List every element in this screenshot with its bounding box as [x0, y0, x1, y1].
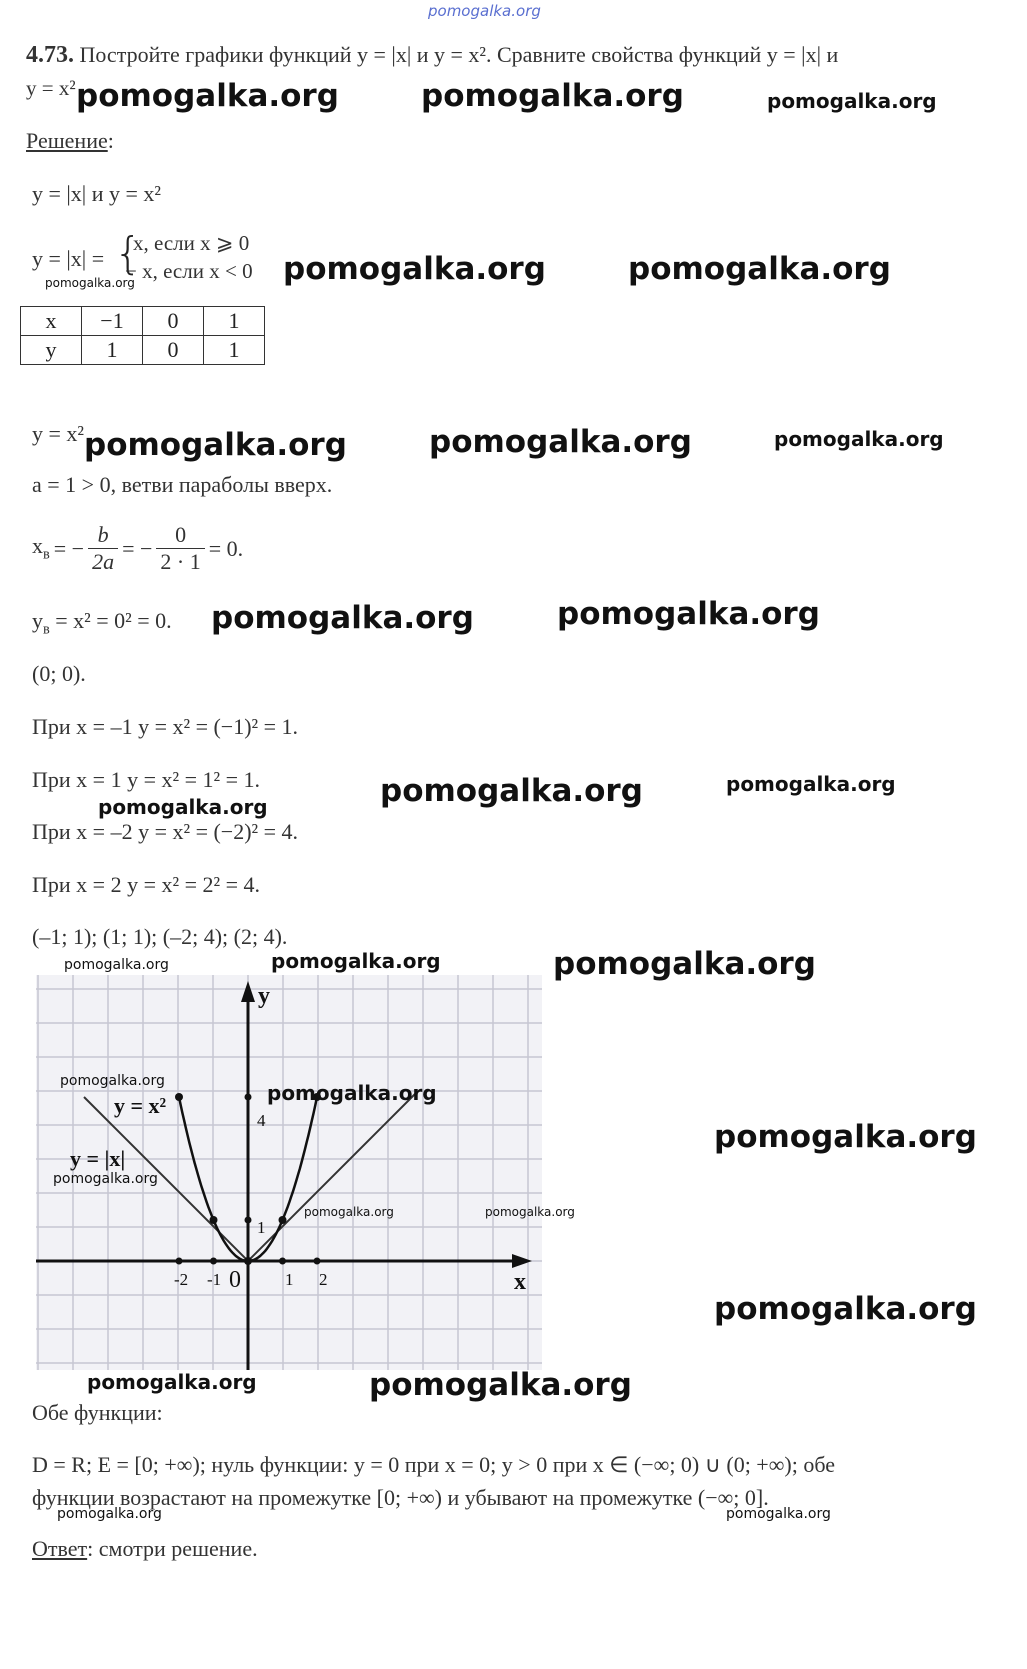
xv-result: = 0.: [208, 535, 244, 561]
watermark: pomogalka.org: [628, 251, 891, 287]
problem-statement: [26, 42, 838, 69]
calc-line: При x = 2 y = x² = 2² = 4.: [32, 872, 260, 897]
table-row: [21, 307, 265, 336]
site-header: pomogalka.org: [428, 2, 541, 20]
calc-line: При x = 1 y = x² = 1² = 1.: [32, 767, 260, 792]
xv-eq1: = −: [53, 535, 85, 561]
watermark: pomogalka.org: [714, 1291, 977, 1327]
coef-note: a = 1 > 0, ветви параболы вверх.: [32, 472, 333, 497]
xv-lhs: $x_в$: [32, 533, 50, 563]
answer-label: Ответ: [32, 1536, 88, 1561]
tick-y: 1: [257, 1218, 266, 1237]
watermark: pomogalka.org: [76, 78, 339, 114]
table-cell: −1: [82, 307, 143, 336]
watermark: pomogalka.org: [267, 1081, 437, 1105]
axis-tick-dot: [176, 1258, 183, 1265]
watermark: pomogalka.org: [714, 1119, 977, 1155]
table-cell: x: [21, 307, 82, 336]
plot-point: [175, 1093, 183, 1101]
calc-line: При x = –2 y = x² = (−2)² = 4.: [32, 819, 299, 844]
watermark: pomogalka.org: [421, 78, 684, 114]
watermark: pomogalka.org: [485, 1205, 575, 1219]
piecewise-case2: − x, если x < 0: [125, 259, 253, 283]
points-list: (–1; 1); (1; 1); (–2; 4); (2; 4).: [32, 924, 288, 949]
tick-x: -1: [207, 1270, 222, 1289]
fraction-0-2: $\frac{0}{2 \cdot 1}$: [156, 522, 204, 575]
vertex-point: (0; 0).: [32, 661, 86, 686]
values-table: [20, 306, 265, 365]
plot-point: [279, 1216, 287, 1224]
plot-point: [210, 1216, 218, 1224]
axis-tick-dot: [279, 1258, 286, 1265]
conclusion-line2: функции возрастают на промежутке [0; +∞) и убывают на промежутке (−∞; 0].: [32, 1485, 769, 1510]
watermark: pomogalka.org: [211, 600, 474, 636]
watermark: pomogalka.org: [271, 949, 441, 973]
watermark: pomogalka.org: [304, 1205, 394, 1219]
solution-label: Решение:: [26, 128, 114, 153]
axis-tick-dot: [245, 1217, 252, 1224]
watermark: pomogalka.org: [429, 424, 692, 460]
answer-text: : смотри решение.: [87, 1536, 258, 1561]
parabola-label: y = x²: [114, 1093, 167, 1118]
watermark: pomogalka.org: [726, 1506, 831, 1522]
x-axis-label: x: [514, 1269, 526, 1295]
watermark: pomogalka.org: [774, 427, 944, 451]
watermark: pomogalka.org: [380, 773, 643, 809]
problem-statement-cont: y = x²: [26, 76, 76, 100]
table-cell: 0: [143, 307, 204, 336]
axis-tick-dot: [314, 1258, 321, 1265]
table-cell: y: [21, 336, 82, 365]
watermark: pomogalka.org: [64, 957, 169, 973]
plot-point: [244, 1257, 252, 1265]
table-cell: 0: [143, 336, 204, 365]
axis-tick-dot: [210, 1258, 217, 1265]
watermark: pomogalka.org: [84, 427, 347, 463]
table-cell: 1: [204, 307, 265, 336]
functions-line: y = |x| и y = x²: [32, 181, 161, 206]
tick-x: 0: [229, 1267, 241, 1293]
piecewise-lhs: y = |x| =: [32, 246, 105, 271]
watermark: pomogalka.org: [369, 1367, 632, 1403]
y-axis-label: y: [258, 983, 270, 1009]
fraction-b-2a: $\frac{b}{2a}$: [88, 522, 118, 575]
table-cell: 1: [82, 336, 143, 365]
xv-eq2: = −: [122, 535, 153, 561]
axis-tick-dot: [245, 1094, 252, 1101]
conclusion-line1: D = R; E = [0; +∞); нуль функции: y = 0 при x = 0; y > 0 при x ∈ (−∞; 0) ∪ (0; +∞); обе: [32, 1452, 835, 1477]
table-row: [21, 336, 265, 365]
tick-x: 2: [319, 1270, 328, 1289]
conclusion-heading: Обе функции:: [32, 1400, 163, 1425]
piecewise-case1: x, если x ⩾ 0: [133, 231, 250, 255]
problem-number: 4.73.: [26, 42, 74, 68]
tick-x: -2: [174, 1270, 189, 1289]
watermark: pomogalka.org: [60, 1073, 165, 1089]
watermark: pomogalka.org: [57, 1506, 162, 1522]
parabola-formula: y = x²: [32, 421, 85, 446]
watermark: pomogalka.org: [53, 1171, 158, 1187]
problem-text: Постройте графики функций y = |x| и y = x². Сравните свойства функций y = |x| и: [79, 42, 839, 67]
tick-y: 4: [257, 1111, 266, 1130]
watermark: pomogalka.org: [45, 276, 135, 290]
calc-line: При x = –1 y = x² = (−1)² = 1.: [32, 714, 299, 739]
answer-line: [32, 1536, 258, 1562]
watermark: pomogalka.org: [726, 772, 896, 796]
watermark: pomogalka.org: [767, 89, 937, 113]
abs-label: y = |x|: [70, 1146, 126, 1171]
vertex-x-formula: [32, 522, 243, 575]
tick-x: 1: [285, 1270, 294, 1289]
watermark: pomogalka.org: [553, 946, 816, 982]
watermark: pomogalka.org: [283, 251, 546, 287]
watermark: pomogalka.org: [557, 596, 820, 632]
table-cell: 1: [204, 336, 265, 365]
piecewise-brace: {: [114, 228, 142, 279]
watermark: pomogalka.org: [98, 795, 268, 819]
vertex-y-formula: $y_в = x^2 = 0^2 = 0$.: [32, 608, 172, 638]
watermark: pomogalka.org: [87, 1370, 257, 1394]
